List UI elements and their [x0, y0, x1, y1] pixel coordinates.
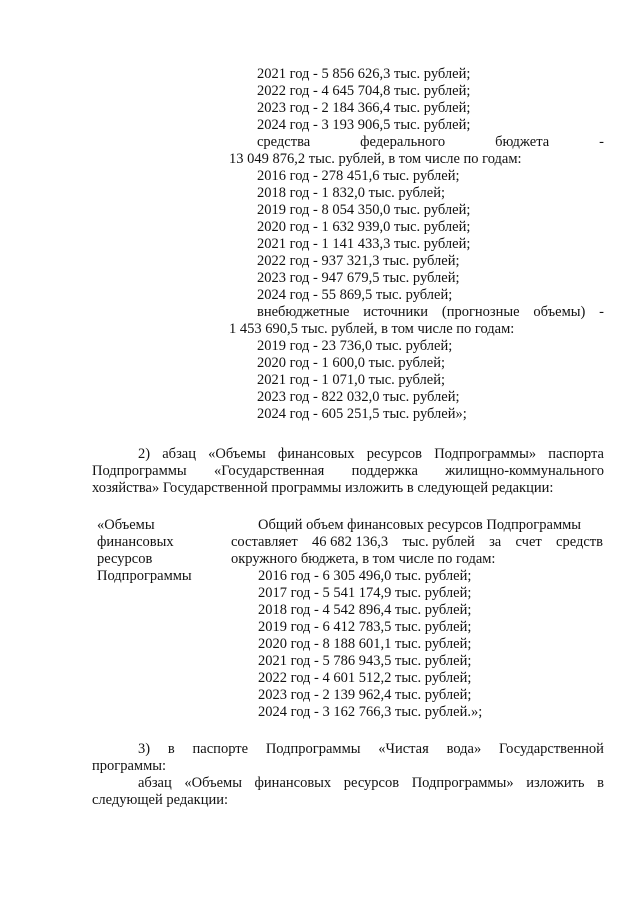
word: федерального: [360, 134, 446, 150]
year-line: 2023 год - 947 679,5 тыс. рублей;: [257, 270, 460, 286]
word: Подпрограммы: [92, 463, 187, 479]
table-year-line: 2024 год - 3 162 766,3 тыс. рублей.»;: [258, 704, 483, 720]
table-right-line1: Общий объем финансовых ресурсов Подпрограммы: [258, 517, 582, 533]
item3-line2: программы:: [92, 758, 167, 774]
year-line: 2024 год - 605 251,5 тыс. рублей»;: [257, 406, 467, 422]
year-line: 2019 год - 8 054 350,0 тыс. рублей;: [257, 202, 471, 218]
table-year-line: 2021 год - 5 786 943,5 тыс. рублей;: [258, 653, 472, 669]
word: абзац: [162, 446, 196, 462]
word: тыс. рублей: [402, 534, 475, 550]
year-line: 2024 год - 3 193 906,5 тыс. рублей;: [257, 117, 471, 133]
year-line: 2021 год - 1 071,0 тыс. рублей;: [257, 372, 445, 388]
word: финансовых: [277, 446, 355, 462]
word: Государственной: [499, 741, 604, 757]
word: 2): [138, 446, 151, 462]
year-line: 2022 год - 937 321,3 тыс. рублей;: [257, 253, 460, 269]
year-line: 2018 год - 1 832,0 тыс. рублей;: [257, 185, 445, 201]
word: ресурсов: [343, 775, 400, 791]
word: средств: [556, 534, 603, 550]
item2-line2: [92, 463, 604, 480]
word: «Объемы: [184, 775, 242, 791]
year-line: 2020 год - 1 632 939,0 тыс. рублей;: [257, 219, 471, 235]
table-year-line: 2018 год - 4 542 896,4 тыс. рублей;: [258, 602, 472, 618]
year-line: 2016 год - 278 451,6 тыс. рублей;: [257, 168, 460, 184]
word: (прогнозные: [441, 304, 520, 320]
table-year-line: 2019 год - 6 412 783,5 тыс. рублей;: [258, 619, 472, 635]
table-year-line: 2016 год - 6 305 496,0 тыс. рублей;: [258, 568, 472, 584]
table-left-cell: «Объемы: [97, 517, 155, 533]
word: «Объемы: [208, 446, 266, 462]
word: поддержка: [351, 463, 418, 479]
table-year-line: 2023 год - 2 139 962,4 тыс. рублей;: [258, 687, 472, 703]
word: счет: [515, 534, 542, 550]
table-left-cell: финансовых: [97, 534, 174, 550]
year-line: 2021 год - 5 856 626,3 тыс. рублей;: [257, 66, 471, 82]
word: абзац: [138, 775, 172, 791]
year-line: 2021 год - 1 141 433,3 тыс. рублей;: [257, 236, 471, 252]
table-year-line: 2022 год - 4 601 512,2 тыс. рублей;: [258, 670, 472, 686]
word: -: [599, 304, 604, 320]
word: 46 682 136,3: [312, 534, 389, 550]
table-left-cell: Подпрограммы: [97, 568, 192, 584]
word: Подпрограммы»: [411, 775, 514, 791]
table-right-line2: [231, 534, 603, 551]
word: изложить: [526, 775, 585, 791]
federal-funds-heading: [257, 134, 604, 151]
word: финансовых: [254, 775, 332, 791]
federal-total: 13 049 876,2 тыс. рублей, в том числе по годам:: [229, 151, 522, 167]
word: источники: [363, 304, 429, 320]
item3-line3: [138, 775, 604, 792]
word: бюджета: [495, 134, 550, 150]
word: Подпрограммы: [265, 741, 361, 757]
word: в: [597, 775, 604, 791]
extrabudget-heading: [257, 304, 604, 321]
year-line: 2022 год - 4 645 704,8 тыс. рублей;: [257, 83, 471, 99]
word: 3): [138, 741, 151, 757]
item2-line1: [138, 446, 604, 463]
year-line: 2023 год - 822 032,0 тыс. рублей;: [257, 389, 460, 405]
table-left-cell: ресурсов: [97, 551, 153, 567]
item2-line3: хозяйства» Государственной программы изложить в следующей редакции:: [92, 480, 554, 496]
word: средства: [257, 134, 311, 150]
word: жилищно-коммунального: [445, 463, 604, 479]
word: -: [599, 134, 604, 150]
word: за: [489, 534, 502, 550]
item3-line1: [138, 741, 604, 758]
word: «Чистая: [378, 741, 429, 757]
word: паспорта: [548, 446, 604, 462]
word: Подпрограммы»: [434, 446, 537, 462]
word: «Государственная: [214, 463, 325, 479]
year-line: 2024 год - 55 869,5 тыс. рублей;: [257, 287, 453, 303]
table-right-line3: окружного бюджета, в том числе по годам:: [231, 551, 496, 567]
item3-line4: следующей редакции:: [92, 792, 229, 808]
word: ресурсов: [366, 446, 423, 462]
table-year-line: 2020 год - 8 188 601,1 тыс. рублей;: [258, 636, 472, 652]
year-line: 2020 год - 1 600,0 тыс. рублей;: [257, 355, 445, 371]
year-line: 2019 год - 23 736,0 тыс. рублей;: [257, 338, 453, 354]
year-line: 2023 год - 2 184 366,4 тыс. рублей;: [257, 100, 471, 116]
word: вода»: [446, 741, 482, 757]
table-year-line: 2017 год - 5 541 174,9 тыс. рублей;: [258, 585, 472, 601]
extrabudget-total: 1 453 690,5 тыс. рублей, в том числе по годам:: [229, 321, 515, 337]
word: объемы): [533, 304, 586, 320]
word: составляет: [231, 534, 298, 550]
word: паспорте: [192, 741, 249, 757]
word: в: [167, 741, 175, 757]
word: внебюджетные: [257, 304, 350, 320]
